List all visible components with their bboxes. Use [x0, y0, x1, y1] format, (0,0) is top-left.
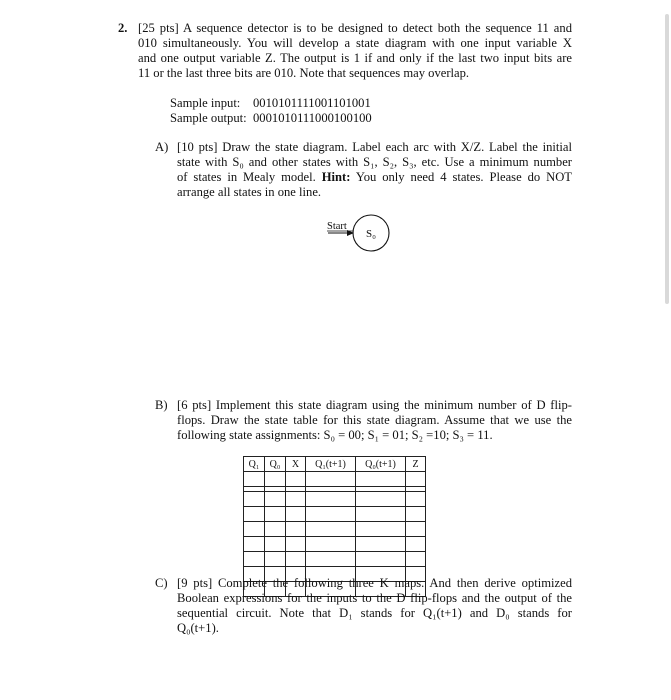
intro-line-1: [25 pts] A sequence detector is to be designed to detect both the sequence 11 and [138, 21, 572, 35]
table-row [244, 522, 426, 537]
table-cell [406, 492, 426, 507]
part-c-label: C) [155, 576, 168, 590]
sample-input-label: Sample input: [170, 96, 241, 110]
table-cell [306, 507, 356, 522]
table-cell [306, 472, 356, 487]
table-cell [356, 507, 406, 522]
table-cell [244, 492, 265, 507]
table-cell [265, 492, 286, 507]
sample-output-label: Sample output: [170, 111, 247, 125]
table-row [244, 492, 426, 507]
header-q0: Q₀ [265, 457, 286, 472]
table-cell [265, 507, 286, 522]
table-cell [286, 552, 306, 567]
header-z: Z [406, 457, 426, 472]
table-cell [265, 552, 286, 567]
part-a-line-1: [10 pts] Draw the state diagram. Label each arc with X/Z. Label the initial [177, 140, 572, 154]
part-a-line-2: state with S₀ and other states with S₁, S₂, S₃, etc. Use a minimum number [177, 155, 572, 169]
table-cell [356, 492, 406, 507]
part-a-line-4: arrange all states in one line. [177, 185, 322, 199]
part-b-line-2: flops. Draw the state table for this state diagram. Assume that we use the [177, 413, 572, 427]
header-q1-next: Q₁(t+1) [306, 457, 356, 472]
table-cell [265, 522, 286, 537]
table-cell [306, 552, 356, 567]
table-cell [356, 552, 406, 567]
sample-input-value: 0010101111001101001 [253, 96, 371, 110]
table-cell [244, 537, 265, 552]
start-label: Start [327, 221, 347, 232]
part-b-label: B) [155, 398, 168, 412]
table-cell [406, 507, 426, 522]
table-cell [406, 552, 426, 567]
table-cell [265, 537, 286, 552]
table-cell [286, 537, 306, 552]
part-b-line-1: [6 pts] Implement this state diagram using the minimum number of D flip- [177, 398, 572, 412]
table-cell [406, 472, 426, 487]
intro-line-3: and one output variable Z. The output is 1 if and only if the last two input bits are [138, 51, 572, 65]
table-cell [286, 492, 306, 507]
header-q1: Q₁ [244, 457, 265, 472]
problem-number: 2. [118, 21, 128, 35]
part-a-line-3: of states in Mealy model. Hint: You only need 4 states. Please do NOT [177, 170, 572, 184]
intro-line-2: 010 simultaneously. You will develop a state diagram with one input variable X [138, 36, 572, 50]
header-x: X [286, 457, 306, 472]
table-row [244, 552, 426, 567]
table-cell [356, 472, 406, 487]
table-row [244, 507, 426, 522]
state-diagram [320, 210, 400, 254]
state-s0-label: S₀ [366, 228, 376, 240]
header-q0-next: Q₀(t+1) [356, 457, 406, 472]
hint-label: Hint: [321, 170, 351, 184]
intro-line-4: 11 or the last three bits are 010. Note that sequences may overlap. [138, 66, 470, 80]
scrollbar[interactable] [665, 14, 669, 304]
table-cell [244, 522, 265, 537]
table-row [244, 537, 426, 552]
table-cell [306, 537, 356, 552]
state-table-header-row [244, 457, 426, 472]
table-cell [306, 492, 356, 507]
table-cell [244, 552, 265, 567]
sample-output-value: 0001010111000100100 [253, 111, 372, 125]
table-cell [286, 472, 306, 487]
part-c-line-4: Q₀(t+1). [177, 621, 219, 635]
table-cell [356, 537, 406, 552]
table-cell [406, 537, 426, 552]
table-cell [286, 507, 306, 522]
part-b-line-3: following state assignments: S₀ = 00; S₁ = 01; S₂ =10; S₃ = 11. [177, 428, 493, 442]
table-cell [406, 522, 426, 537]
table-cell [244, 507, 265, 522]
part-a-label: A) [155, 140, 169, 154]
table-cell [244, 472, 265, 487]
table-cell [265, 472, 286, 487]
table-cell [286, 522, 306, 537]
part-c-line-3: sequential circuit. Note that D₁ stands for Q₁(t+1) and D₀ stands for [177, 606, 572, 620]
part-c-line-1: [9 pts] Complete the following three K maps. And then derive optimized [177, 576, 572, 590]
table-cell [356, 522, 406, 537]
table-cell [306, 522, 356, 537]
table-row [244, 472, 426, 487]
part-c-line-2: Boolean expressions for the inputs to the D flip-flops and the output of the [177, 591, 572, 605]
